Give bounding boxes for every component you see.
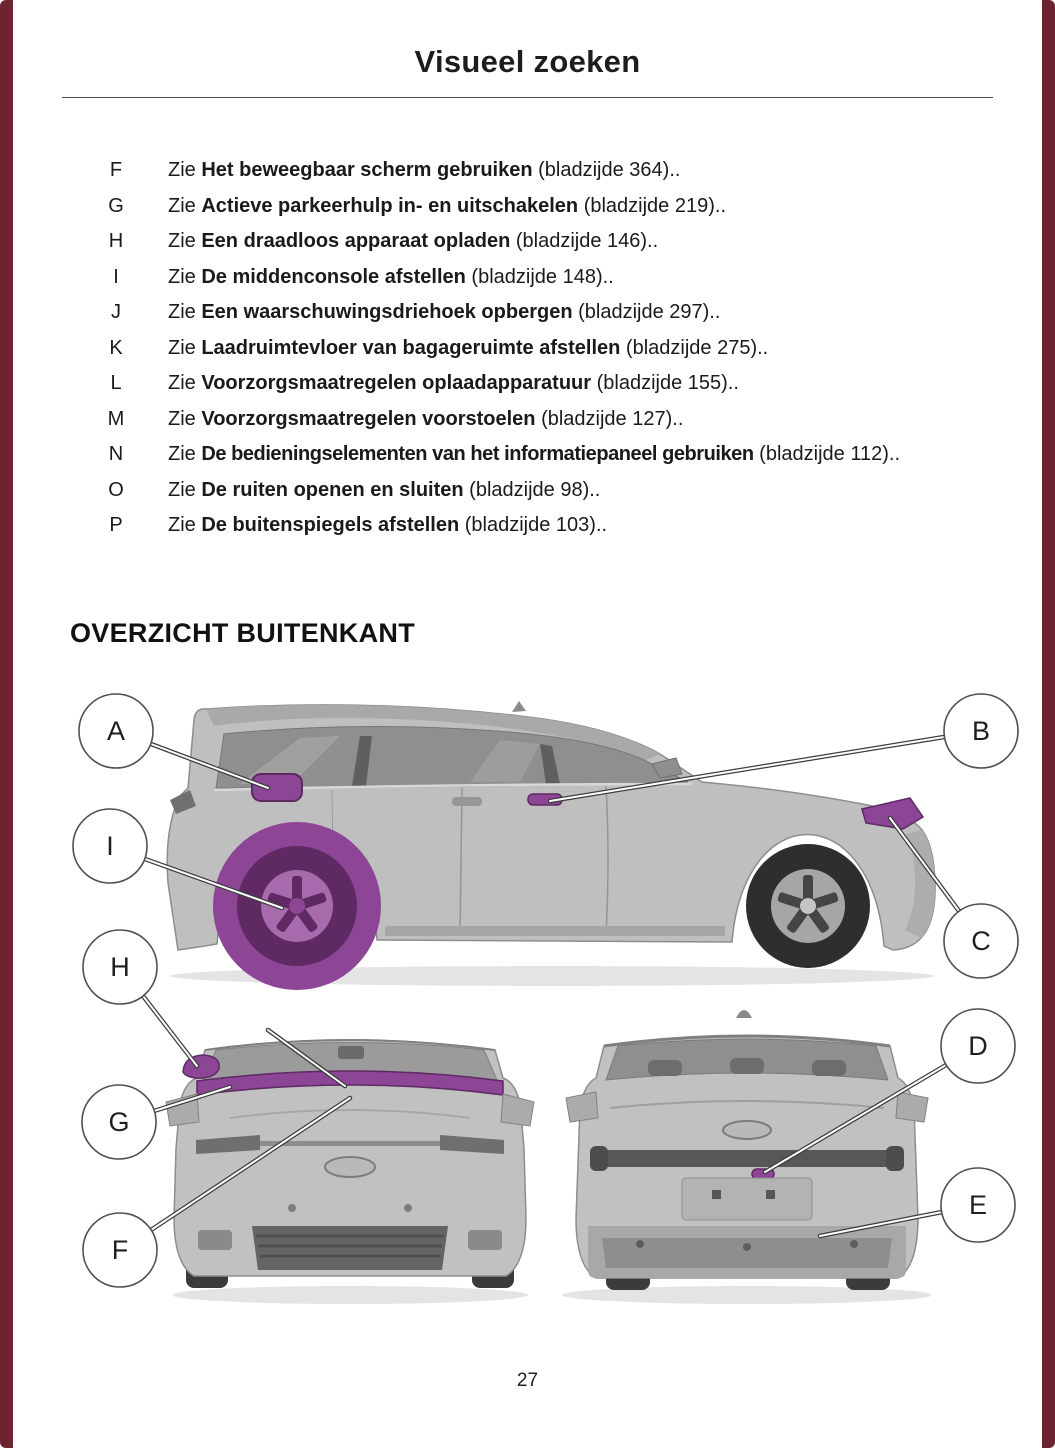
charge-port-door-highlight — [252, 774, 302, 801]
item-pre: Zie — [168, 265, 202, 288]
item-key: O — [108, 478, 124, 501]
mirror-left-rear — [566, 1092, 598, 1122]
front-grille — [252, 1226, 448, 1270]
item-title: Het beweegbaar scherm gebruiken — [201, 159, 533, 181]
item-post: (bladzijde 297).. — [572, 301, 721, 323]
item-post: (bladzijde 155).. — [591, 372, 739, 394]
item-pre: Zie — [168, 194, 202, 217]
callout-label-f: F — [111, 1235, 129, 1265]
callout-marker-d — [941, 1009, 1015, 1083]
item-text — [168, 224, 1003, 260]
item-text — [168, 260, 1003, 296]
callout-label-g: G — [108, 1107, 130, 1137]
item-title: Een draadloos apparaat opladen — [201, 230, 511, 252]
license-plate-recess — [682, 1178, 812, 1220]
item-key: J — [111, 301, 121, 323]
item-text — [168, 331, 1003, 367]
item-title: Voorzorgsmaatregelen oplaadapparatuur — [201, 372, 592, 394]
callout-marker-g — [82, 1085, 156, 1159]
item-key: I — [113, 265, 119, 288]
taillight-bar — [594, 1150, 900, 1167]
header-divider — [62, 97, 993, 98]
list-item — [100, 437, 1003, 473]
item-post: (bladzijde 219).. — [578, 194, 727, 217]
item-pre: Zie — [168, 336, 202, 359]
list-item — [100, 260, 1003, 296]
item-pre: Zie — [168, 301, 202, 323]
callout-label-h: H — [110, 952, 130, 982]
section-heading: OVERZICHT BUITENKANT — [70, 618, 415, 648]
car-rear-view — [562, 1010, 932, 1304]
callout-marker-e — [941, 1168, 1015, 1242]
item-text — [168, 437, 1003, 473]
item-key: M — [107, 407, 125, 430]
list-item — [100, 189, 1003, 225]
brand-badge-rear — [723, 1121, 771, 1139]
callout-marker-h — [83, 930, 157, 1004]
item-pre: Zie — [168, 407, 202, 430]
item-key: H — [108, 230, 124, 252]
item-pre: Zie — [168, 443, 202, 465]
mirror-right-rear — [896, 1092, 928, 1122]
item-post: (bladzijde 148).. — [465, 265, 614, 288]
callout-label-a: A — [106, 716, 126, 746]
callout-label-b: B — [971, 716, 991, 746]
car-side-view — [167, 701, 935, 990]
item-key: N — [108, 443, 124, 465]
item-title: De middenconsole afstellen — [201, 265, 466, 288]
item-key: G — [108, 194, 124, 217]
item-text — [168, 402, 1003, 438]
item-title: Laadruimtevloer van bagageruimte afstellen — [201, 336, 621, 359]
item-text — [168, 153, 1003, 189]
item-pre: Zie — [168, 230, 202, 252]
callout-label-i: I — [106, 831, 114, 861]
item-title: De ruiten openen en sluiten — [201, 478, 464, 501]
item-text — [168, 366, 1003, 402]
callout-marker-c — [944, 904, 1018, 978]
item-title: Actieve parkeerhulp in- en uitschakelen — [201, 194, 579, 217]
mirror-right — [501, 1094, 534, 1126]
car-front-view — [166, 1040, 534, 1304]
list-item — [100, 402, 1003, 438]
callout-label-c: C — [971, 926, 991, 956]
list-item — [100, 331, 1003, 367]
item-post: (bladzijde 103).. — [459, 514, 608, 536]
item-text — [168, 508, 1003, 544]
antenna-fin — [736, 1010, 752, 1018]
page-title: Visueel zoeken — [414, 44, 641, 79]
exterior-overview-diagram — [0, 678, 1055, 1318]
list-item — [100, 295, 1003, 331]
callout-marker-b — [944, 694, 1018, 768]
callout-marker-f — [83, 1213, 157, 1287]
brand-badge — [325, 1157, 375, 1177]
item-post: (bladzijde 112).. — [753, 443, 901, 465]
callout-marker-a — [79, 694, 153, 768]
roof-antenna — [512, 701, 526, 712]
list-item — [100, 224, 1003, 260]
item-post: (bladzijde 127).. — [535, 407, 684, 430]
front-wheel — [746, 844, 870, 968]
item-title: De bedieningselementen van het informatiepaneel gebruiken — [201, 443, 754, 465]
item-key: F — [109, 159, 123, 181]
item-text — [168, 189, 1003, 225]
item-title: Voorzorgsmaatregelen voorstoelen — [201, 407, 536, 430]
callout-label-e: E — [968, 1190, 988, 1220]
item-post: (bladzijde 364).. — [532, 159, 681, 181]
page-number: 27 — [516, 1370, 539, 1391]
item-key: K — [109, 336, 123, 359]
list-item — [100, 153, 1003, 189]
item-key: P — [109, 514, 123, 536]
list-item — [100, 473, 1003, 509]
reference-list — [100, 153, 1003, 544]
item-text — [168, 473, 1003, 509]
item-key: L — [110, 372, 122, 394]
callout-label-d: D — [968, 1031, 988, 1061]
list-item — [100, 508, 1003, 544]
item-post: (bladzijde 146).. — [510, 230, 659, 252]
item-title: Een waarschuwingsdriehoek opbergen — [201, 301, 573, 323]
item-pre: Zie — [168, 514, 202, 536]
item-pre: Zie — [168, 159, 202, 181]
list-item — [100, 366, 1003, 402]
item-post: (bladzijde 98).. — [463, 478, 601, 501]
rear-wheel-highlight — [213, 822, 381, 990]
item-post: (bladzijde 275).. — [620, 336, 769, 359]
item-text — [168, 295, 1003, 331]
callout-marker-i — [73, 809, 147, 883]
door-handle — [452, 797, 482, 806]
rearview-mirror — [338, 1046, 364, 1059]
item-pre: Zie — [168, 478, 202, 501]
item-pre: Zie — [168, 372, 202, 394]
item-title: De buitenspiegels afstellen — [201, 514, 460, 536]
